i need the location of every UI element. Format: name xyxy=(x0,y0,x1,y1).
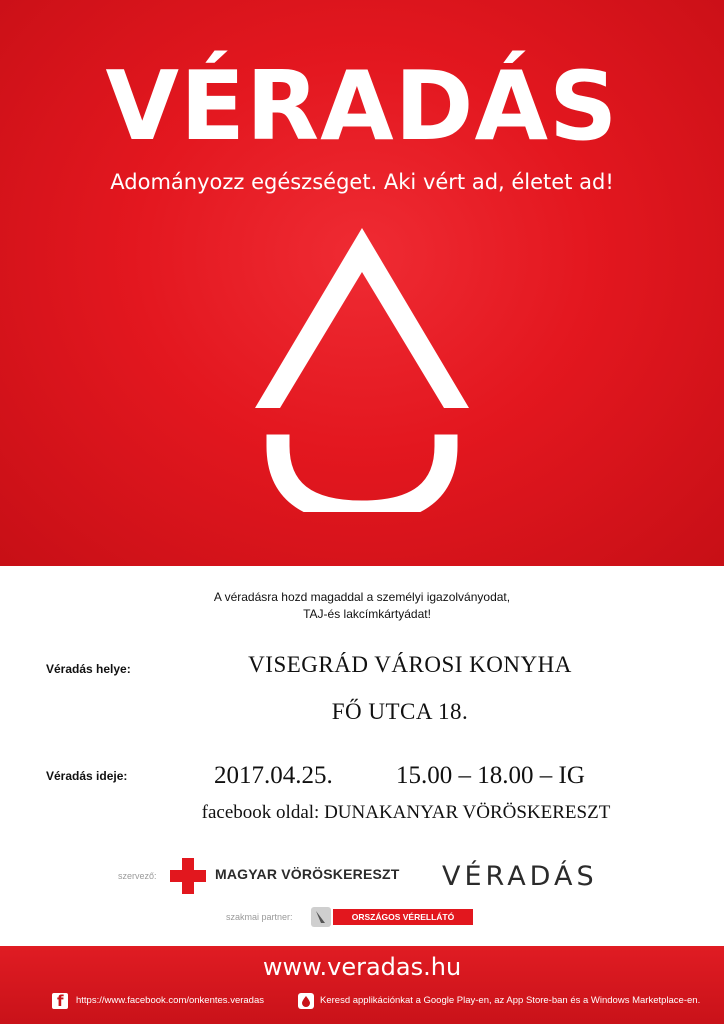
hero-subtitle: Adományozz egészséget. Aki vért ad, életet ad! xyxy=(110,170,614,194)
partner-name-badge: ORSZÁGOS VÉRELLÁTÓ SZOLGÁLAT xyxy=(333,909,473,925)
documents-notice xyxy=(0,589,724,623)
ovsz-logo-icon xyxy=(310,906,332,928)
facebook-link[interactable]: https://www.facebook.com/onkentes.veradas xyxy=(76,995,264,1006)
organizer-label: szervező: xyxy=(118,871,157,881)
website-link[interactable]: www.veradas.hu xyxy=(262,953,462,981)
blood-drop-smile-icon xyxy=(255,228,469,512)
facebook-page-text: facebook oldal: DUNAKANYAR VÖRÖSKERESZT xyxy=(201,802,611,823)
notice-line-1: A véradásra hozd magaddal a személyi igazolványodat, xyxy=(213,590,511,604)
hero-title: VÉRADÁS xyxy=(105,52,619,162)
red-cross-icon xyxy=(170,858,206,894)
facebook-icon[interactable]: f xyxy=(52,993,68,1009)
venue-line-1: VISEGRÁD VÁROSI KONYHA xyxy=(248,652,572,677)
schedule-time: 15.00 – 18.00 – IG xyxy=(396,762,585,789)
veradas-brand-text: VÉRADÁS xyxy=(442,861,598,892)
schedule-label: Véradás ideje: xyxy=(46,769,128,783)
organizer-name: MAGYAR VÖRÖSKERESZT xyxy=(215,866,400,882)
venue-line-2: FŐ UTCA 18. xyxy=(331,699,469,724)
veradas-brand-logo xyxy=(442,856,612,892)
venue-label: Véradás helye: xyxy=(46,662,131,676)
app-drop-icon xyxy=(298,993,314,1009)
schedule-date: 2017.04.25. xyxy=(214,762,333,789)
notice-line-2: TAJ-és lakcímkártyádat! xyxy=(303,607,431,621)
app-store-text: Keresd applikációnkat a Google Play-en, az App Store-ban és a Windows Marketplace-en. xyxy=(320,995,701,1006)
partner-label: szakmai partner: xyxy=(226,912,293,922)
footer xyxy=(0,946,724,1024)
